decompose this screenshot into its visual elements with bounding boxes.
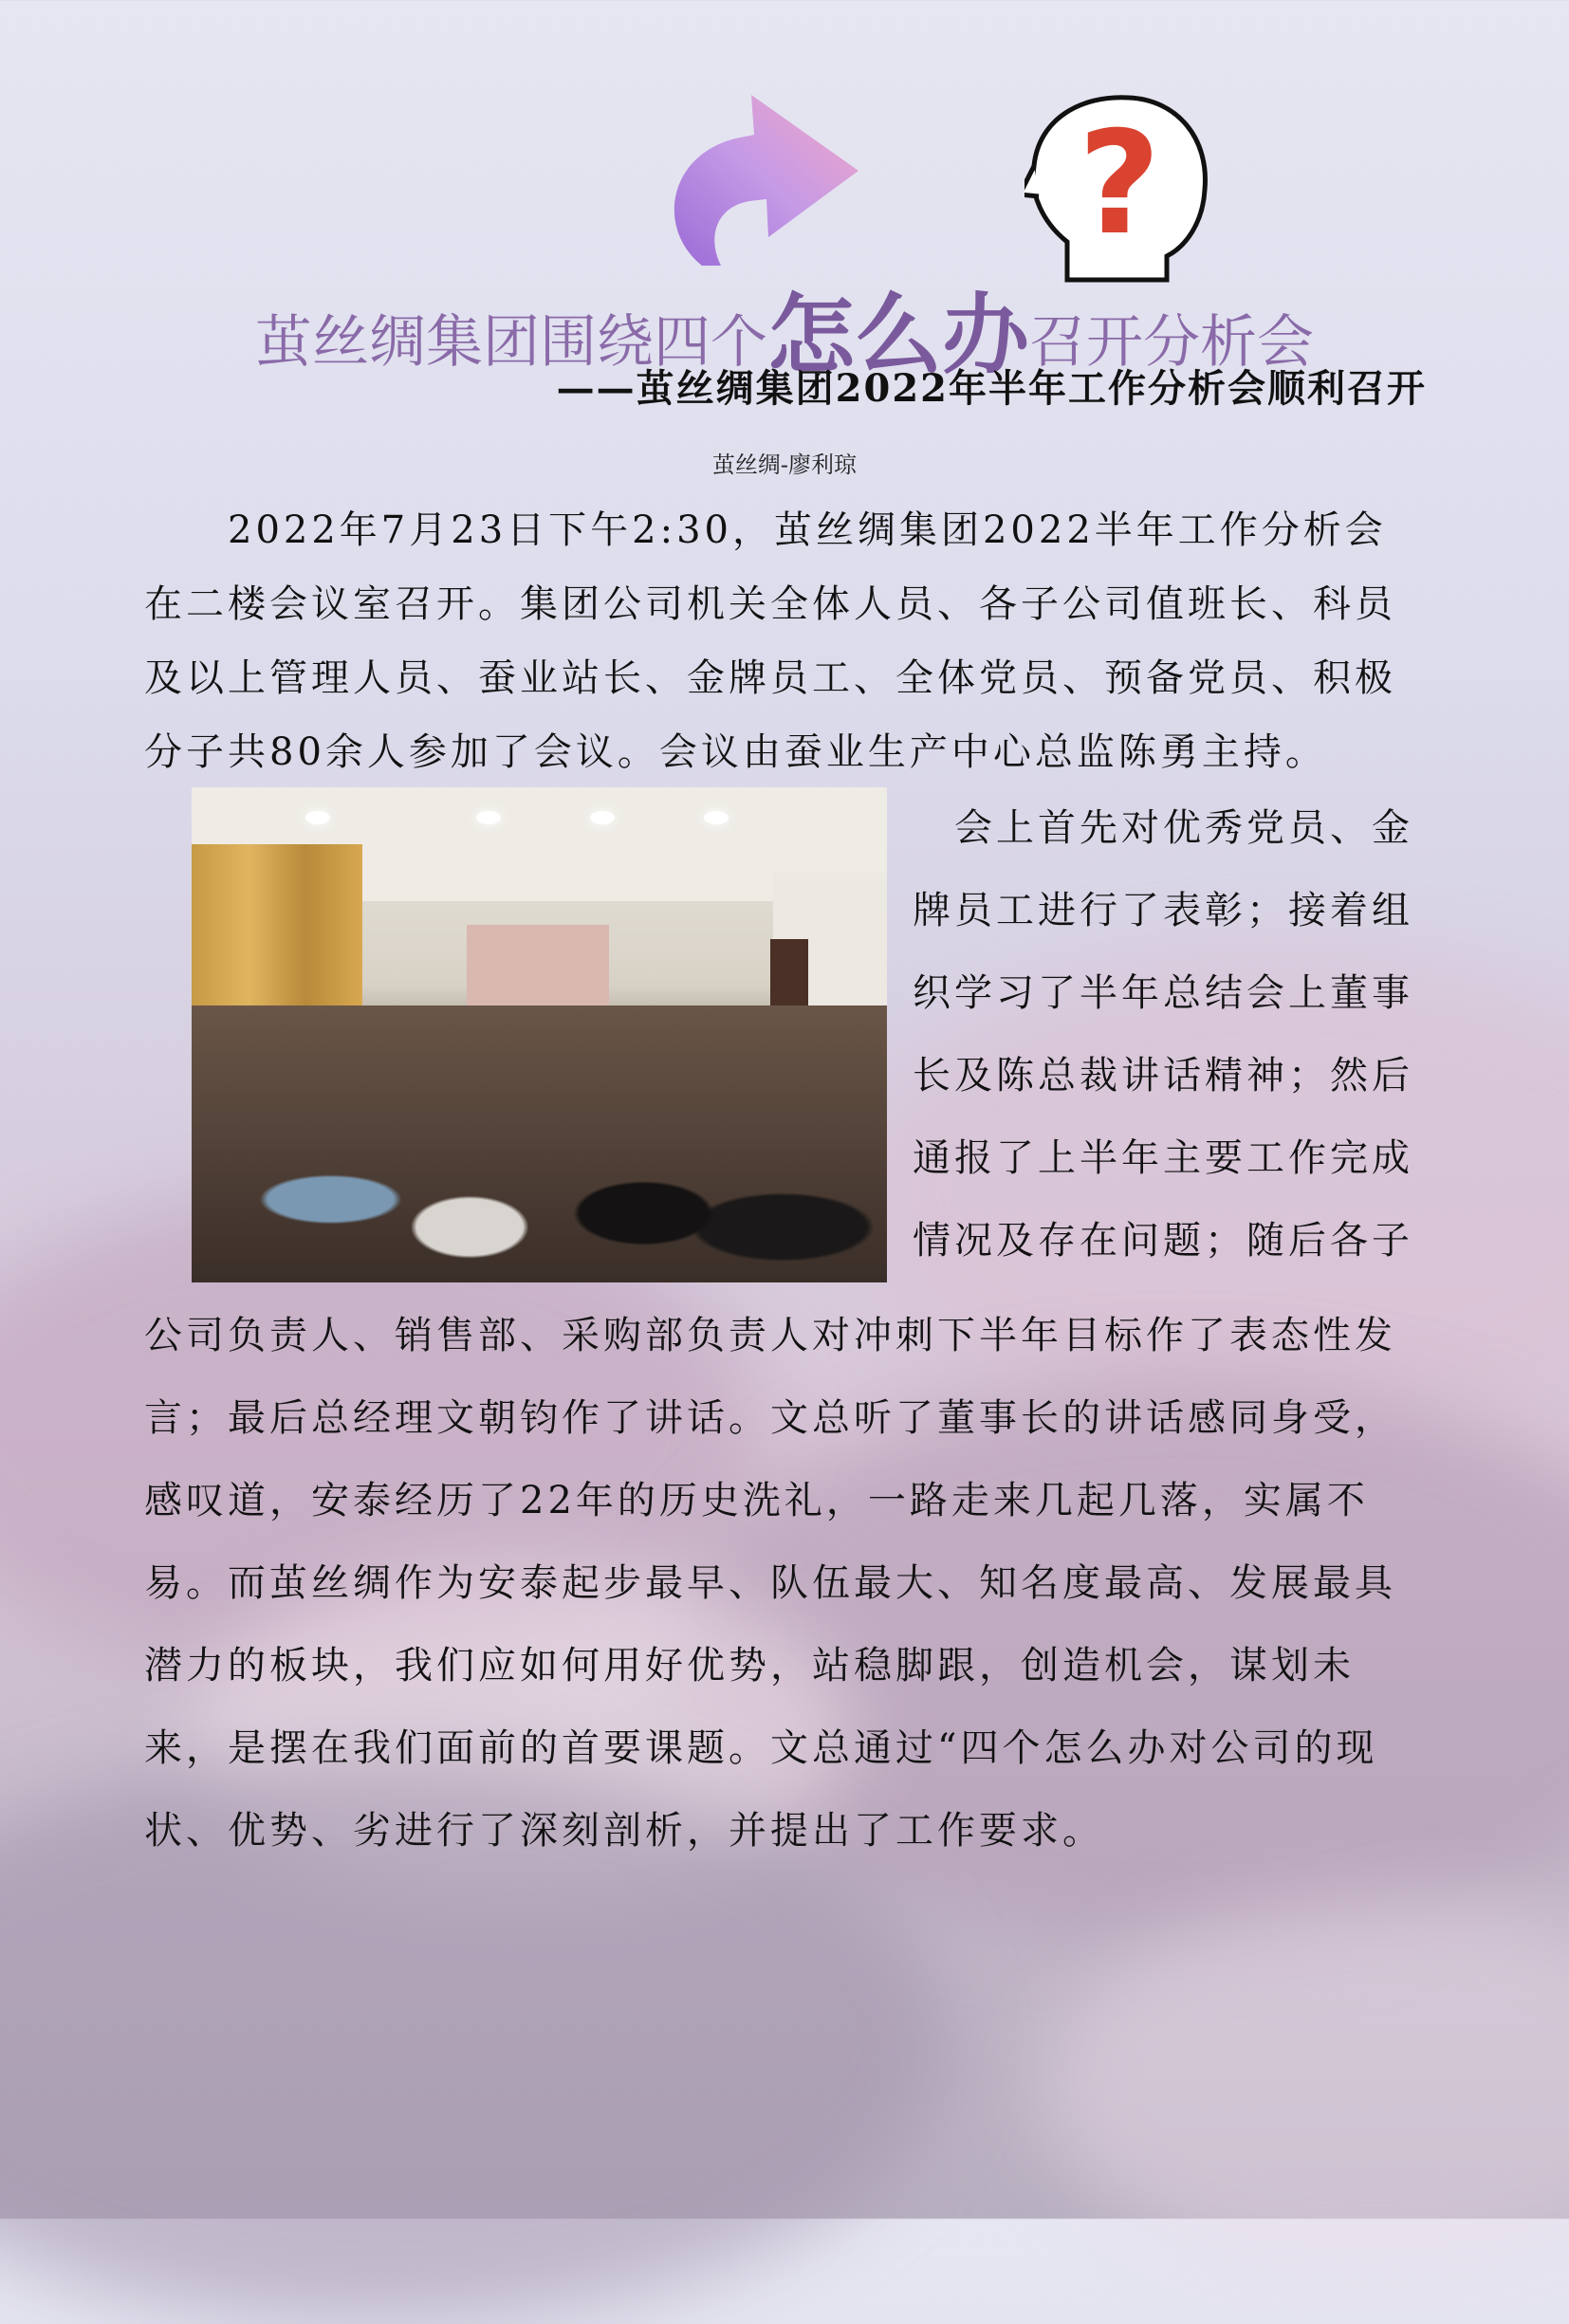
meeting-photo: [192, 787, 887, 1282]
title-post: 召开分析会: [1029, 309, 1314, 376]
question-mark-icon: ?: [1078, 101, 1161, 267]
paragraph-beside-photo: 会上首先对优秀党员、金牌员工进行了表彰；接着组织学习了半年总结会上董事长及陈总裁讲话精神；然后通报了上半年主要工作完成情况及存在问题；随后各子: [913, 806, 1413, 1263]
head-question-icon: [1024, 90, 1214, 285]
paragraph-intro: 2022年7月23日下午2:30，茧丝绸集团2022半年工作分析会在二楼会议室召开。集团公司机关全体人员、各子公司值班长、科员及以上管理人员、蚕业站长、金牌员工、全体党员、预备党员、积极分子共80余人参加了会议。会议由蚕业生产中心总监陈勇主持。: [144, 508, 1396, 774]
curved-arrow-icon: [664, 85, 868, 275]
meeting-attendees: [192, 1005, 887, 1282]
title-pre: 茧丝绸集团围绕四个: [254, 309, 767, 376]
ceiling-light: [704, 811, 729, 824]
projection-screen: [467, 925, 609, 1015]
ceiling-light: [590, 811, 615, 824]
background-cloud: [1043, 1897, 1569, 2277]
subtitle: ——茧丝绸集团2022年半年工作分析会顺利召开: [556, 366, 1427, 411]
author-byline: 茧丝绸-廖利琼: [711, 452, 858, 478]
title-emphasis: 怎么办: [766, 285, 1029, 386]
ceiling-light: [305, 811, 330, 824]
paragraph-main: 公司负责人、销售部、采购部负责人对冲刺下半年目标作了表态性发言；最后总经理文朝钧作了讲话。文总听了董事长的讲话感同身受，感叹道，安泰经历了22年的历史洗礼，一路走来几起几落，实属不易。而茧丝绸作为安泰起步最早、队伍最大、知名度最高、发展最具潜力的板块，我们应如何用好优势，站稳脚跟，创造机会，谋划未来，是摆在我们面前的首要课题。文总通过“四个怎么办对公司的现状、优势、劣进行了深刻剖析，并提出了工作要求。: [144, 1314, 1396, 1853]
ceiling-light: [476, 811, 501, 824]
